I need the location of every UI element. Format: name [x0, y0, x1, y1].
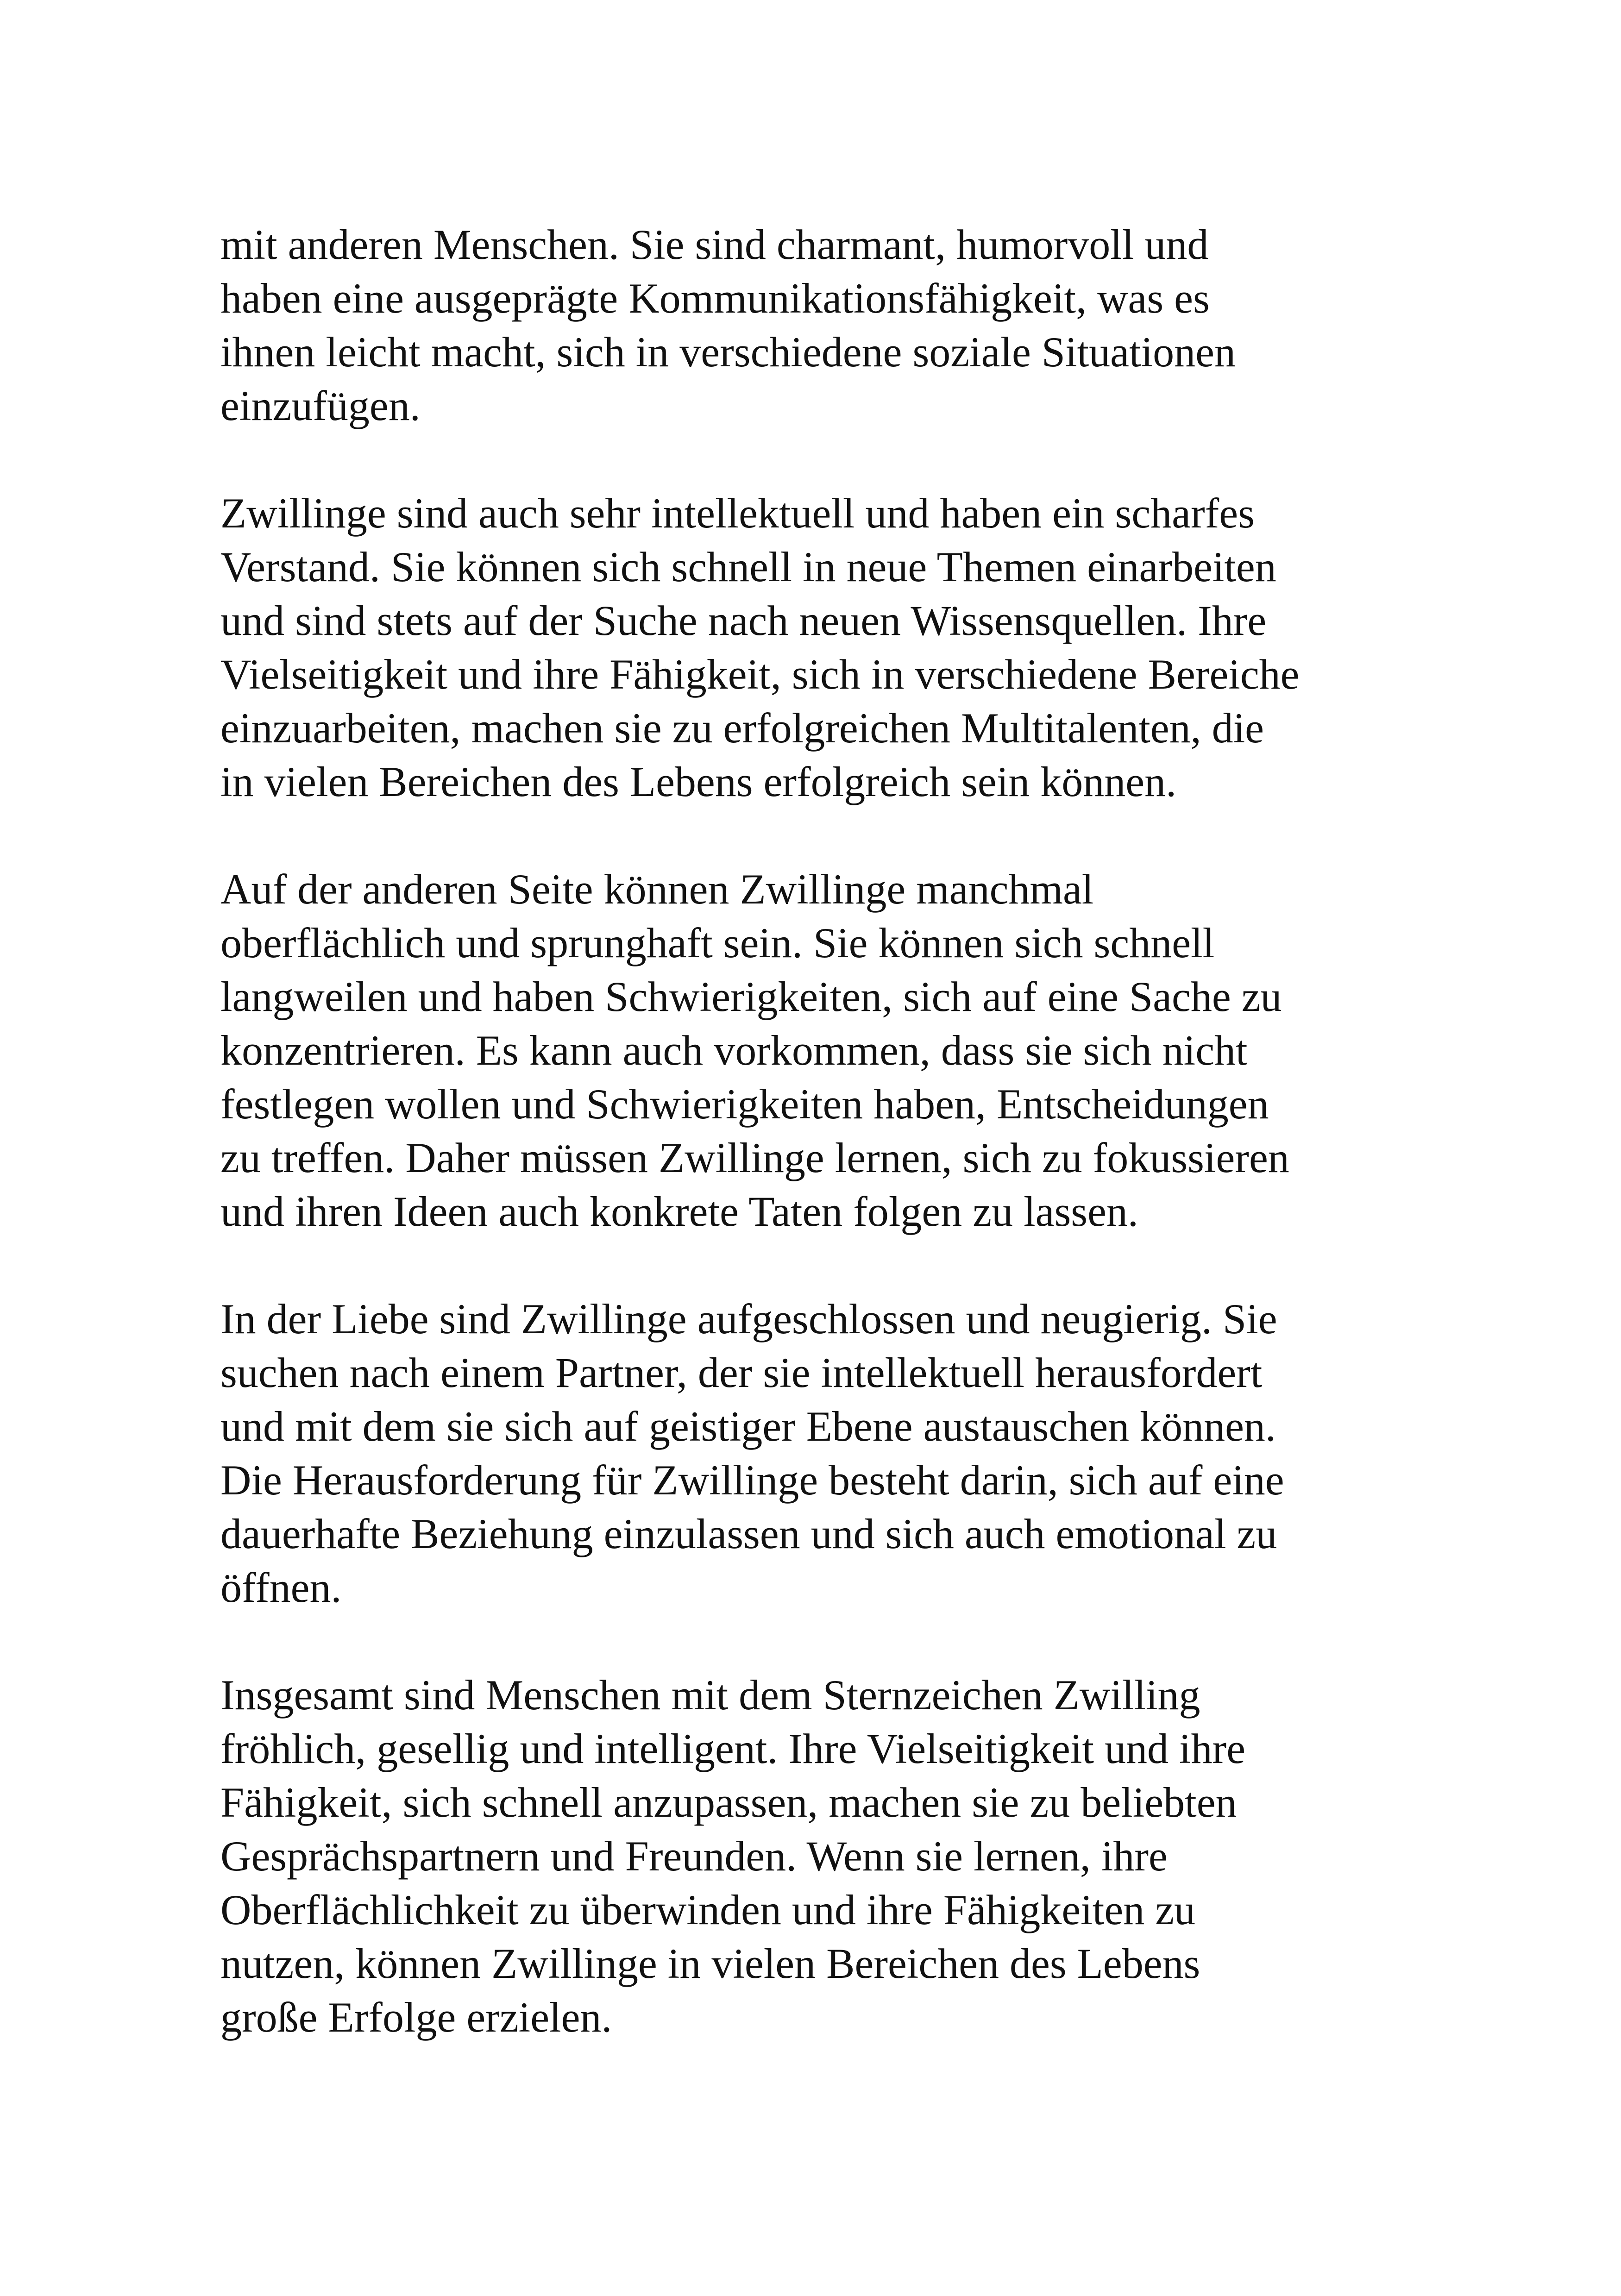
text-line: öffnen.: [220, 1564, 342, 1611]
paragraph: [220, 218, 1425, 433]
text-line: Gesprächspartnern und Freunden. Wenn sie lernen, ihre: [220, 1832, 1168, 1880]
text-line: nutzen, können Zwillinge in vielen Bereichen des Lebens: [220, 1940, 1200, 1987]
text-line: in vielen Bereichen des Lebens erfolgreich sein können.: [220, 758, 1177, 805]
document-body: [220, 218, 1425, 2044]
text-line: Zwillinge sind auch sehr intellektuell und haben ein scharfes: [220, 489, 1255, 537]
text-line: haben eine ausgeprägte Kommunikationsfähigkeit, was es: [220, 275, 1210, 322]
paragraph: [220, 862, 1425, 1238]
text-line: festlegen wollen und Schwierigkeiten haben, Entscheidungen: [220, 1080, 1269, 1128]
text-line: Oberflächlichkeit zu überwinden und ihre Fähigkeiten zu: [220, 1886, 1196, 1933]
text-line: Fähigkeit, sich schnell anzupassen, machen sie zu beliebten: [220, 1779, 1237, 1826]
text-line: suchen nach einem Partner, der sie intellektuell herausfordert: [220, 1349, 1263, 1396]
text-line: Auf der anderen Seite können Zwillinge manchmal: [220, 866, 1094, 913]
text-line: oberflächlich und sprunghaft sein. Sie können sich schnell: [220, 919, 1215, 966]
text-line: zu treffen. Daher müssen Zwillinge lernen, sich zu fokussieren: [220, 1134, 1289, 1181]
paragraph: [220, 1668, 1425, 2044]
text-line: einzuarbeiten, machen sie zu erfolgreichen Multitalenten, die: [220, 704, 1264, 752]
paragraph: [220, 1292, 1425, 1614]
text-line: Vielseitigkeit und ihre Fähigkeit, sich in verschiedene Bereiche: [220, 651, 1300, 698]
text-line: und mit dem sie sich auf geistiger Ebene austauschen können.: [220, 1403, 1276, 1450]
text-line: einzufügen.: [220, 382, 421, 429]
text-line: Insgesamt sind Menschen mit dem Sternzeichen Zwilling: [220, 1671, 1200, 1719]
text-line: Die Herausforderung für Zwillinge besteht darin, sich auf eine: [220, 1456, 1284, 1504]
text-line: In der Liebe sind Zwillinge aufgeschlossen und neugierig. Sie: [220, 1295, 1277, 1342]
text-line: ihnen leicht macht, sich in verschiedene soziale Situationen: [220, 328, 1236, 376]
text-line: dauerhafte Beziehung einzulassen und sich auch emotional zu: [220, 1510, 1277, 1557]
text-line: konzentrieren. Es kann auch vorkommen, dass sie sich nicht: [220, 1027, 1248, 1074]
text-line: Verstand. Sie können sich schnell in neue Themen einarbeiten: [220, 543, 1276, 590]
text-line: große Erfolge erzielen.: [220, 1994, 612, 2041]
text-line: langweilen und haben Schwierigkeiten, sich auf eine Sache zu: [220, 973, 1282, 1020]
text-line: und sind stets auf der Suche nach neuen Wissensquellen. Ihre: [220, 597, 1267, 644]
paragraph: [220, 486, 1425, 809]
text-line: und ihren Ideen auch konkrete Taten folgen zu lassen.: [220, 1188, 1138, 1235]
text-line: fröhlich, gesellig und intelligent. Ihre Vielseitigkeit und ihre: [220, 1725, 1246, 1772]
text-line: mit anderen Menschen. Sie sind charmant, humorvoll und: [220, 221, 1209, 268]
